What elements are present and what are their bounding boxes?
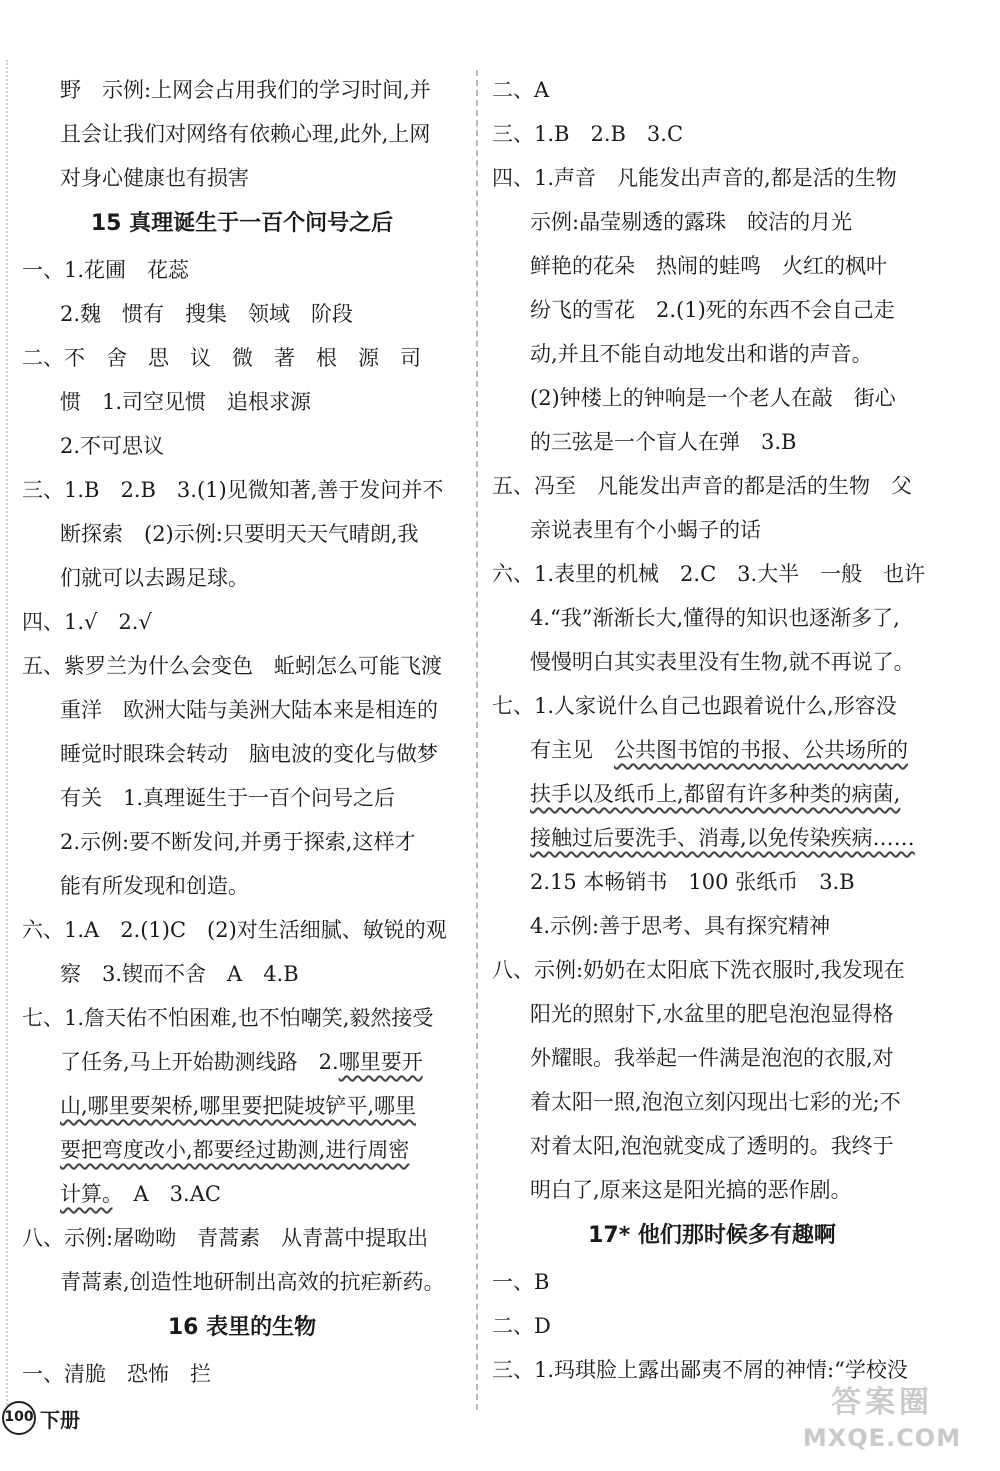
- answer-text: A 3.AC: [112, 1182, 221, 1206]
- answer-line: 4.“我”渐渐长大,懂得的知识也逐渐多了,: [530, 606, 900, 630]
- answer-line: 青蒿素,创造性地研制出高效的抗疟新药。: [60, 1270, 445, 1294]
- answer-line: 们就可以去踢足球。: [60, 566, 249, 590]
- left-column: [22, 68, 462, 1396]
- answer-line: 一、清脆 恐怖 拦: [22, 1362, 211, 1386]
- lesson-15-title: 15 真理诞生于一百个问号之后: [90, 211, 394, 236]
- answer-line: 三、1.B 2.B 3.(1)见微知著,善于发问并不: [22, 478, 444, 502]
- watermark-text: 答案圈: [831, 1385, 933, 1420]
- answer-text: 有主见: [530, 738, 614, 762]
- lesson-17-title: 17* 他们那时候多有趣啊: [588, 1223, 836, 1248]
- answer-line: 睡觉时眼珠会转动 脑电波的变化与做梦: [60, 742, 438, 766]
- answer-line: 的三弦是一个盲人在弹 3.B: [530, 430, 797, 454]
- binding-edge: [6, 60, 8, 1420]
- column-divider: [476, 70, 478, 1410]
- answer-line: 五、紫罗兰为什么会变色 蚯蚓怎么可能飞渡: [22, 654, 442, 678]
- answer-line: 惯 1.司空见惯 追根求源: [60, 390, 312, 414]
- answer-line: 八、示例:屠呦呦 青蒿素 从青蒿中提取出: [22, 1226, 429, 1250]
- answer-line: [492, 728, 932, 772]
- right-column: [492, 68, 932, 1392]
- lesson-16-title: 16 表里的生物: [167, 1315, 317, 1340]
- page-number: 100: [2, 1401, 36, 1435]
- answer-line: 有关 1.真理诞生于一百个问号之后: [60, 786, 396, 810]
- watermark-logo: [782, 1383, 982, 1461]
- answer-line: 二、D: [492, 1314, 551, 1338]
- watermark-url: MXQE.COM: [802, 1424, 962, 1452]
- answer-line: 五、冯至 凡能发出声音的都是活的生物 父: [492, 474, 912, 498]
- underlined-text: 要把弯度改小,都要经过勘测,进行周密: [60, 1138, 410, 1162]
- answer-line: 察 3.锲而不舍 A 4.B: [60, 962, 299, 986]
- answer-line: 纷飞的雪花 2.(1)死的东西不会自己走: [530, 298, 895, 322]
- answer-line: 外耀眼。我举起一件满是泡泡的衣服,对: [530, 1046, 894, 1070]
- answer-line: 四、1.√ 2.√: [22, 610, 152, 634]
- answer-line: 2.15 本畅销书 100 张纸币 3.B: [530, 870, 855, 894]
- answer-line: [492, 816, 932, 860]
- answer-line: 断探索 (2)示例:只要明天天气晴朗,我: [60, 522, 419, 546]
- underlined-text: 哪里要开: [338, 1050, 423, 1074]
- answer-line: 七、1.詹天佑不怕困难,也不怕嘲笑,毅然接受: [22, 1006, 434, 1030]
- answer-line: 一、B: [492, 1270, 550, 1294]
- underlined-text: 扶手以及纸币上,都留有许多种类的病菌,: [530, 782, 901, 806]
- answer-line: (2)钟楼上的钟响是一个老人在敲 街心: [530, 386, 896, 410]
- answer-line: 六、1.表里的机械 2.C 3.大半 一般 也许: [492, 562, 926, 586]
- underlined-text: 计算。: [60, 1182, 113, 1206]
- answer-text: 了任务,马上开始勘测线路 2.: [60, 1050, 339, 1074]
- answer-line: 重洋 欧洲大陆与美洲大陆本来是相连的: [60, 698, 438, 722]
- underlined-text: 山,哪里要架桥,哪里要把陡坡铲平,哪里: [60, 1094, 417, 1118]
- answer-line: 明白了,原来这是阳光搞的恶作剧。: [530, 1178, 852, 1202]
- answer-line: 4.示例:善于思考、具有探究精神: [530, 914, 831, 938]
- answer-line: 一、1.花圃 花蕊: [22, 258, 190, 282]
- answer-line: 阳光的照射下,水盆里的肥皂泡泡显得格: [530, 1002, 894, 1026]
- page-footer: [2, 1400, 80, 1436]
- answer-line: 2.不可思议: [60, 434, 165, 458]
- answer-line: 四、1.声音 凡能发出声音的,都是活的生物: [492, 166, 897, 190]
- volume-label: 下册: [40, 1407, 80, 1432]
- answer-line: 鲜艳的花朵 热闹的蛙鸣 火红的枫叶: [530, 254, 887, 278]
- answer-line: 能有所发现和创造。: [60, 874, 249, 898]
- answer-line: 二、A: [492, 78, 550, 102]
- answer-line: 三、1.玛琪脸上露出鄙夷不屑的神情:“学校没: [492, 1358, 908, 1382]
- answer-line: 动,并且不能自动地发出和谐的声音。: [530, 342, 873, 366]
- answer-line: 七、1.人家说什么自己也跟着说什么,形容没: [492, 694, 897, 718]
- answer-line: 八、示例:奶奶在太阳底下洗衣服时,我发现在: [492, 958, 905, 982]
- underlined-text: 接触过后要洗手、消毒,以免传染疾病……: [530, 826, 915, 850]
- answer-line: 慢慢明白其实表里没有生物,就不再说了。: [530, 650, 915, 674]
- answer-line: 亲说表里有个小蝎子的话: [530, 518, 761, 542]
- answer-line: [22, 1040, 462, 1084]
- answer-line: [22, 1084, 462, 1128]
- answer-line: [22, 1128, 462, 1172]
- underlined-text: 公共图书馆的书报、公共场所的: [614, 738, 908, 762]
- answer-line: 2.示例:要不断发问,并勇于探索,这样才: [60, 830, 416, 854]
- answer-line: 着太阳一照,泡泡立刻闪现出七彩的光;不: [530, 1090, 901, 1114]
- answer-line: 三、1.B 2.B 3.C: [492, 122, 684, 146]
- answer-line: [492, 772, 932, 816]
- answer-line: 2.魏 惯有 搜集 领域 阶段: [60, 302, 354, 326]
- answer-line: 对身心健康也有损害: [60, 166, 249, 190]
- answer-line: 对着太阳,泡泡就变成了透明的。我终于: [530, 1134, 894, 1158]
- answer-line: [22, 1172, 462, 1216]
- answer-line: 二、不 舍 思 议 微 著 根 源 司: [22, 346, 421, 370]
- answer-line: 野 示例:上网会占用我们的学习时间,并: [60, 78, 431, 102]
- answer-line: 六、1.A 2.(1)C (2)对生活细腻、敏锐的观: [22, 918, 447, 942]
- answer-line: 且会让我们对网络有依赖心理,此外,上网: [60, 122, 431, 146]
- answer-line: 示例:晶莹剔透的露珠 皎洁的月光: [530, 210, 853, 234]
